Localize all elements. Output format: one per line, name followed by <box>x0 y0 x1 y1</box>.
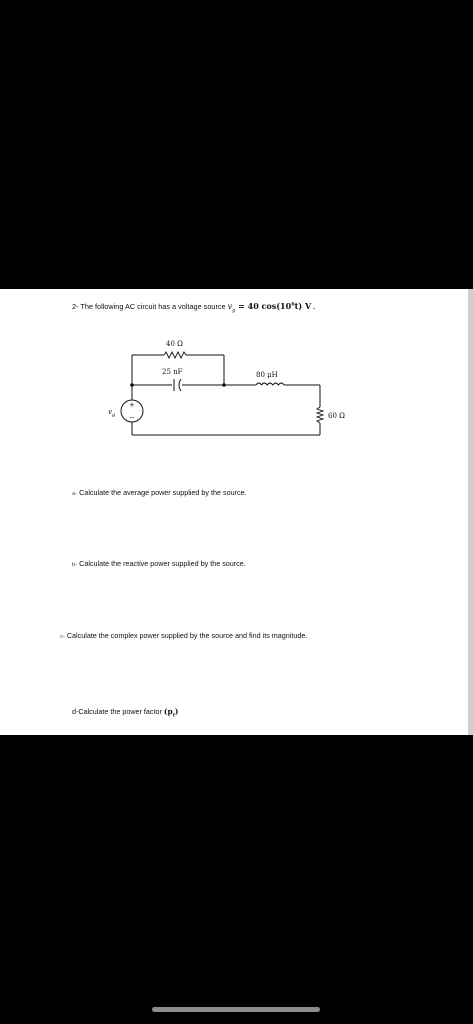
inductor-symbol <box>256 383 284 385</box>
junction-dot-right <box>222 383 226 387</box>
question-title: 2- The following AC circuit has a voltage source $v_g = 40$ $\cos(10^6t)$ V . <box>72 301 316 314</box>
circuit-diagram <box>86 327 376 447</box>
source-label: $v_g$ <box>108 408 116 418</box>
part-d: d-Calculate the power factor $(p_f)$ <box>72 707 179 719</box>
r1-label: 40 Ω <box>166 340 183 348</box>
source-plus: + <box>129 401 135 409</box>
resistor-40-symbol <box>164 352 186 358</box>
part-a: a- Calculate the average power supplied by the source. <box>72 488 247 497</box>
part-c: c- Calculate the complex power supplied by the source and find its magnitude. <box>60 631 308 640</box>
part-b: b- Calculate the reactive power supplied by the source. <box>72 559 246 568</box>
source-minus: − <box>129 414 135 422</box>
page-edge <box>468 289 473 735</box>
document-page <box>0 289 468 735</box>
r2-label: 60 Ω <box>328 412 345 420</box>
resistor-60-symbol <box>317 407 323 423</box>
junction-dot-left <box>130 383 134 387</box>
capacitor-symbol <box>174 379 181 391</box>
source-equation: $v_g = 40$ $\cos(10^6t)$ V <box>227 301 312 314</box>
home-indicator[interactable] <box>152 1007 320 1012</box>
c-label: 25 nF <box>162 368 183 376</box>
l-label: 80 μH <box>256 371 278 379</box>
